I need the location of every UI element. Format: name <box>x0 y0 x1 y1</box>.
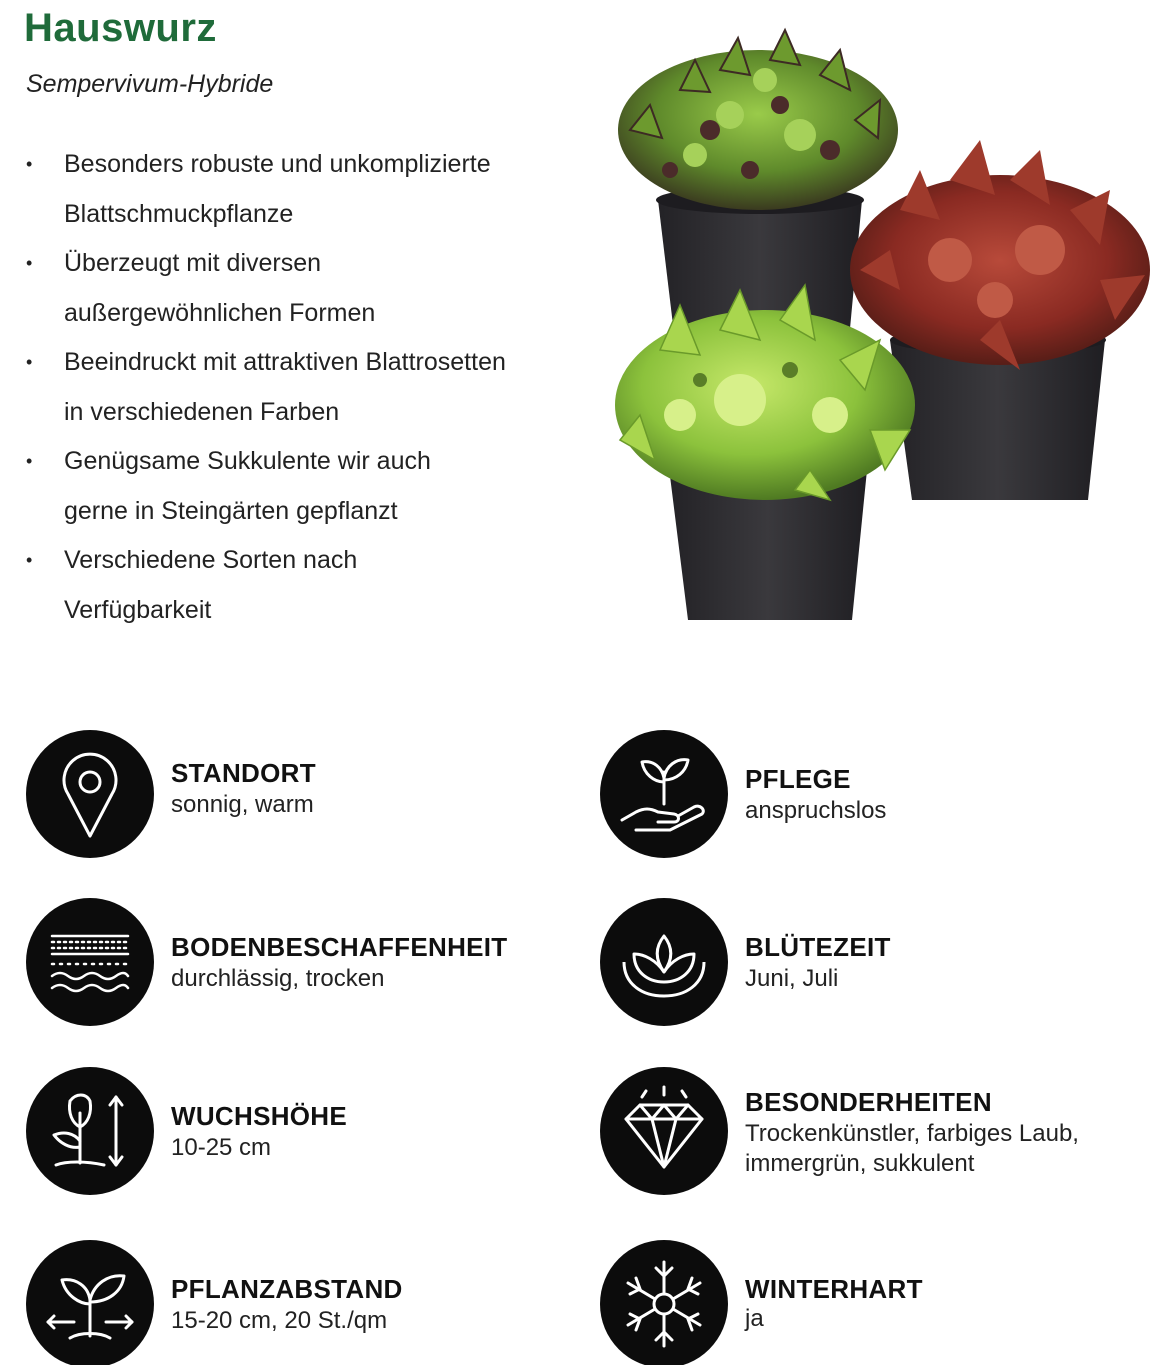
product-title: Hauswurz <box>24 6 217 50</box>
feature-value: 10-25 cm <box>171 1134 272 1161</box>
feature-label: WINTERHART <box>745 1274 923 1304</box>
product-subtitle: Sempervivum-Hybride <box>26 70 274 98</box>
feature-besonderheiten <box>600 1067 1140 1197</box>
plant-height-icon <box>26 1067 154 1195</box>
feature-value: durchlässig, trocken <box>171 965 385 992</box>
feature-value-line2: immergrün, sukkulent <box>745 1150 975 1177</box>
feature-winterhart <box>600 1240 1140 1365</box>
bullet-dot-icon: • <box>26 352 33 372</box>
feature-value: anspruchslos <box>745 797 887 824</box>
feature-standort <box>26 730 566 860</box>
feature-label: BLÜTEZEIT <box>745 932 891 962</box>
location-pin-icon <box>26 730 154 858</box>
snowflake-icon <box>600 1240 728 1365</box>
feature-value: sonnig, warm <box>171 791 314 818</box>
feature-label: PFLANZABSTAND <box>171 1274 403 1304</box>
bullet-item: • Besonders robuste und unkomplizierte Blattschmuckpflanze <box>26 140 586 239</box>
feature-value: 15-20 cm, 20 St./qm <box>171 1307 388 1334</box>
feature-boden <box>26 898 566 1028</box>
feature-label: BESONDERHEITEN <box>745 1087 992 1117</box>
bullet-dot-icon: • <box>26 451 33 471</box>
soil-layers-icon <box>26 898 154 1026</box>
bullet-dot-icon: • <box>26 550 33 570</box>
feature-label: PFLEGE <box>745 764 851 794</box>
feature-bullet-list <box>26 140 586 635</box>
bullet-item: • Überzeugt mit diversen außergewöhnlichen Formen <box>26 239 586 338</box>
feature-label: BODENBESCHAFFENHEIT <box>171 932 508 962</box>
feature-bluetezeit <box>600 898 1140 1028</box>
plant-spacing-icon <box>26 1240 154 1365</box>
feature-pflanzabstand <box>26 1240 566 1365</box>
feature-value: ja <box>745 1305 764 1332</box>
diamond-icon <box>600 1067 728 1195</box>
green-rosette-cluster <box>618 30 898 210</box>
bullet-dot-icon: • <box>26 154 33 174</box>
bullet-item: • Verschiedene Sorten nach Verfügbarkeit <box>26 536 586 635</box>
feature-pflege <box>600 730 1140 860</box>
feature-label: WUCHSHÖHE <box>171 1101 348 1131</box>
feature-wuchshoehe <box>26 1067 566 1197</box>
feature-value: Juni, Juli <box>745 965 839 992</box>
feature-value-line1: Trockenkünstler, farbiges Laub, <box>745 1120 1079 1147</box>
bullet-item: • Genügsame Sukkulente wir auch gerne in Steingärten gepflanzt <box>26 437 586 536</box>
bullet-item: • Beeindruckt mit attraktiven Blattrosetten in verschiedenen Farben <box>26 338 586 437</box>
hand-seedling-icon <box>600 730 728 858</box>
lotus-flower-icon <box>600 898 728 1026</box>
product-photo <box>600 20 1160 640</box>
bullet-dot-icon: • <box>26 253 33 273</box>
red-rosette-cluster <box>850 140 1150 370</box>
feature-label: STANDORT <box>171 758 316 788</box>
